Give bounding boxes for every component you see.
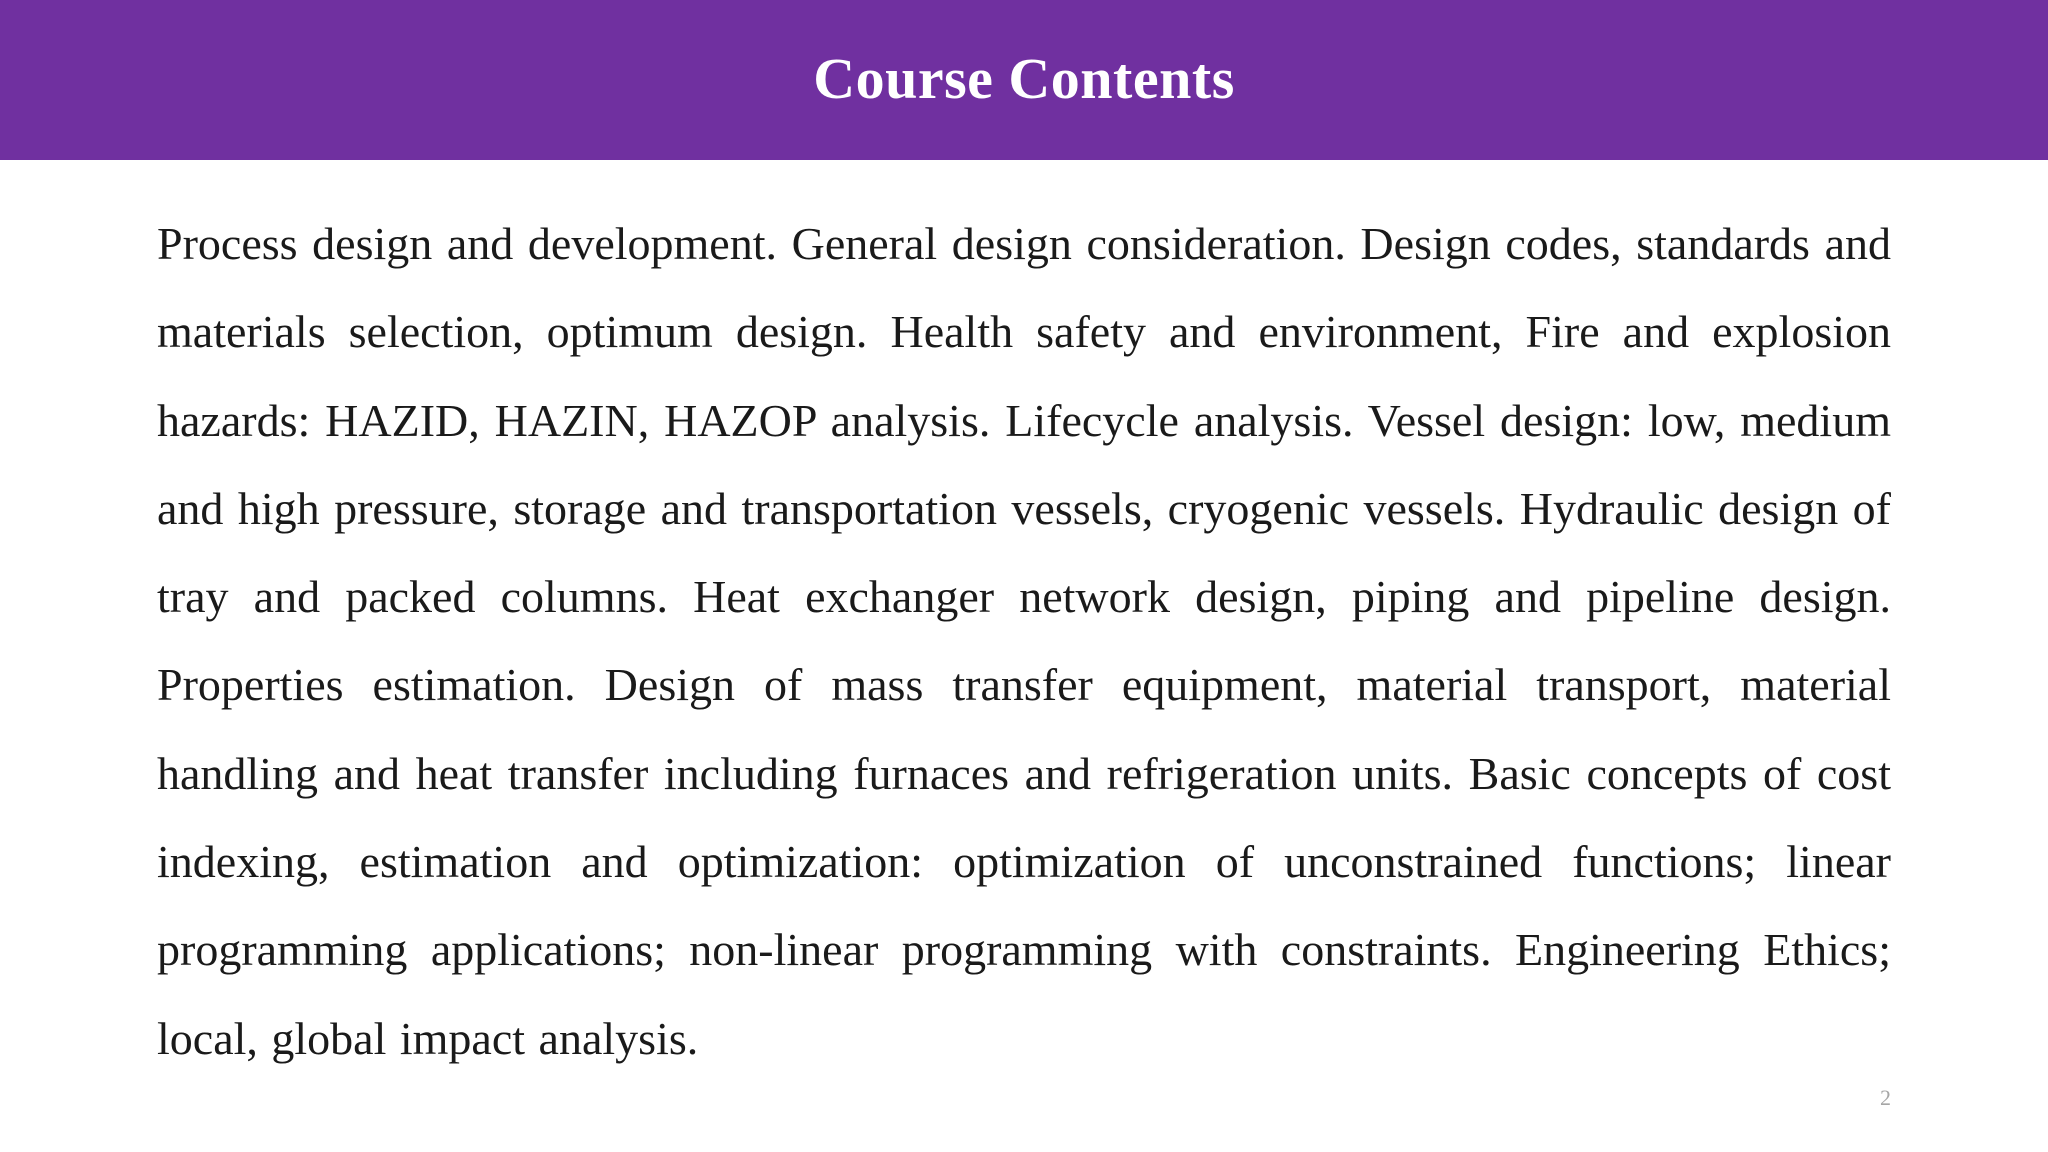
course-contents-text: Process design and development. General design consideration. Design codes, standards and materials selection, optimum design. Health safety and environment, Fire and explosion hazards: HAZID, HAZIN, HAZOP analysis. Lifecycle analysis. Vessel design: low, medium and high pressure, storage and transportation vessels, cryogenic vessels. Hydraulic design of tray and packed columns. Heat exchanger network design, piping and pipeline design. Properties estimation. Design of mass transfer equipment, material transport, material handling and heat transfer including furnaces and refrigeration units. Basic concepts of cost indexing, estimation and optimization: optimization of unconstrained functions; linear programming applications; non-linear programming with constraints. Engineering Ethics; local, global impact analysis. bbox=[157, 218, 1891, 1064]
slide-title: Course Contents bbox=[813, 45, 1235, 111]
title-bar bbox=[0, 0, 2048, 160]
slide-number: 2 bbox=[1880, 1085, 1891, 1110]
